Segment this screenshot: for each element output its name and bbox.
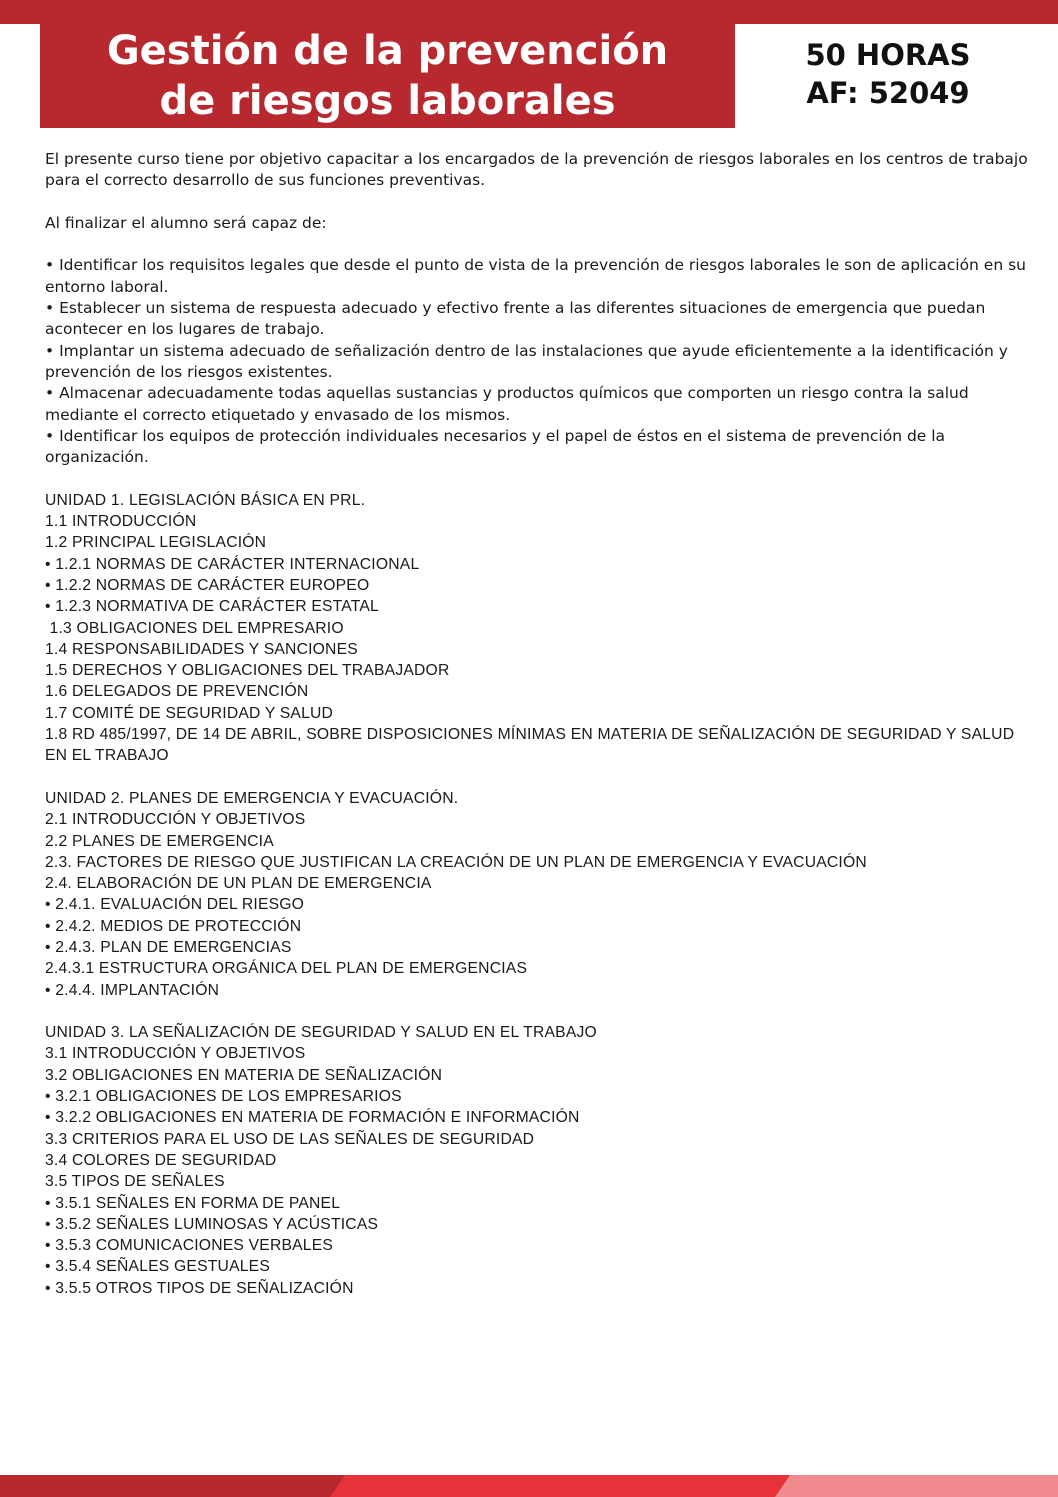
unit-2-topic: 2.4.3.1 ESTRUCTURA ORGÁNICA DEL PLAN DE EMERGENCIAS [45, 960, 528, 978]
unit-1-topic: 1.3 OBLIGACIONES DEL EMPRESARIO [45, 619, 344, 637]
unit-3-topic: • 3.5.5 OTROS TIPOS DE SEÑALIZACIÓN [45, 1279, 354, 1297]
unit-1-topic: 1.1 INTRODUCCIÓN [45, 513, 197, 531]
unit-3-topic: 3.2 OBLIGACIONES EN MATERIA DE SEÑALIZACIÓN [45, 1066, 443, 1084]
objectives-list [45, 255, 1030, 468]
unit-2-topic: 2.1 INTRODUCCIÓN Y OBJETIVOS [45, 811, 306, 829]
syllabus [45, 490, 1030, 1299]
unit-3-topic: • 3.2.2 OBLIGACIONES EN MATERIA DE FORMACIÓN E INFORMACIÓN [45, 1109, 580, 1127]
unit-1-topic: 1.7 COMITÉ DE SEGURIDAD Y SALUD [45, 704, 334, 722]
course-af-code: AF: 52049 [806, 76, 970, 110]
unit-2-heading: UNIDAD 2. PLANES DE EMERGENCIA Y EVACUACIÓN. [45, 789, 459, 807]
document-title: Gestión de la prevención de riesgos laborales [106, 28, 669, 124]
footer-bar-right-segment [775, 1475, 1058, 1497]
unit-1-block [45, 490, 1030, 767]
unit-3-block [45, 1022, 1030, 1299]
objective-item: • Implantar un sistema adecuado de señalización dentro de las instalaciones que ayude eficientemente a la identificación y prevención de los riesgos existentes. [45, 341, 1030, 384]
unit-3-topic: 3.1 INTRODUCCIÓN Y OBJETIVOS [45, 1045, 306, 1063]
unit-2-topic: • 2.4.1. EVALUACIÓN DEL RIESGO [45, 896, 305, 914]
unit-1-topic: 1.8 RD 485/1997, DE 14 DE ABRIL, SOBRE DISPOSICIONES MÍNIMAS EN MATERIA DE SEÑALIZACIÓN DE SEGURIDAD Y SALUD EN EL TRABAJO [45, 726, 1015, 765]
unit-3-topic: 3.5 TIPOS DE SEÑALES [45, 1173, 225, 1191]
footer-bar-middle-segment [330, 1475, 790, 1497]
objectives-lead: Al finalizar el alumno será capaz de: [45, 213, 327, 232]
footer-bar-graphic [0, 1475, 1058, 1497]
course-info-box [760, 36, 1016, 112]
unit-3-topic: • 3.5.1 SEÑALES EN FORMA DE PANEL [45, 1194, 341, 1212]
unit-2-block [45, 788, 1030, 1001]
unit-2-topic: 2.4. ELABORACIÓN DE UN PLAN DE EMERGENCIA [45, 875, 432, 893]
unit-1-topic: • 1.2.3 NORMATIVA DE CARÁCTER ESTATAL [45, 598, 379, 616]
unit-3-topic: • 3.5.4 SEÑALES GESTUALES [45, 1258, 270, 1276]
objective-item: • Establecer un sistema de respuesta adecuado y efectivo frente a las diferentes situaciones de emergencia que puedan acontecer en los lugares de trabajo. [45, 298, 1030, 341]
unit-1-topic: • 1.2.2 NORMAS DE CARÁCTER EUROPEO [45, 576, 370, 594]
course-hours: 50 HORAS [805, 38, 971, 72]
objective-item: • Identificar los equipos de protección individuales necesarios y el papel de éstos en el sistema de prevención de la organización. [45, 426, 1030, 469]
unit-3-topic: 3.4 COLORES DE SEGURIDAD [45, 1151, 277, 1169]
spacer [45, 767, 1030, 788]
unit-3-topic: 3.3 CRITERIOS PARA EL USO DE LAS SEÑALES DE SEGURIDAD [45, 1130, 535, 1148]
unit-2-topic: • 2.4.3. PLAN DE EMERGENCIAS [45, 938, 292, 956]
unit-2-topic: • 2.4.2. MEDIOS DE PROTECCIÓN [45, 917, 302, 935]
unit-2-topic: • 2.4.4. IMPLANTACIÓN [45, 981, 220, 999]
unit-1-topic: 1.5 DERECHOS Y OBLIGACIONES DEL TRABAJADOR [45, 662, 450, 680]
unit-2-topic: 2.2 PLANES DE EMERGENCIA [45, 832, 274, 850]
header-top-strip [0, 0, 1058, 24]
unit-1-heading: UNIDAD 1. LEGISLACIÓN BÁSICA EN PRL. [45, 491, 366, 509]
objective-item: • Identificar los requisitos legales que desde el punto de vista de la prevención de riesgos laborales le son de aplicación en su entorno laboral. [45, 255, 1030, 298]
unit-2-topic: 2.3. FACTORES DE RIESGO QUE JUSTIFICAN LA CREACIÓN DE UN PLAN DE EMERGENCIA Y EVACUACIÓN [45, 853, 867, 871]
unit-3-topic: • 3.2.1 OBLIGACIONES DE LOS EMPRESARIOS [45, 1088, 402, 1106]
unit-1-topic: • 1.2.1 NORMAS DE CARÁCTER INTERNACIONAL [45, 555, 420, 573]
intro-paragraph: El presente curso tiene por objetivo capacitar a los encargados de la prevención de riesgos laborales en los centros de trabajo para el correcto desarrollo de sus funciones preventivas. [45, 150, 1028, 190]
unit-1-topic: 1.2 PRINCIPAL LEGISLACIÓN [45, 534, 267, 552]
unit-3-topic: • 3.5.3 COMUNICACIONES VERBALES [45, 1237, 334, 1255]
title-banner [40, 24, 735, 128]
spacer [45, 1001, 1030, 1022]
document-body [45, 149, 1030, 1299]
spacer [45, 192, 1030, 213]
spacer [45, 234, 1030, 255]
objective-item: • Almacenar adecuadamente todas aquellas sustancias y productos químicos que comporten un riesgo contra la salud mediante el correcto etiquetado y envasado de los mismos. [45, 383, 1030, 426]
spacer [45, 468, 1030, 489]
unit-3-topic: • 3.5.2 SEÑALES LUMINOSAS Y ACÚSTICAS [45, 1215, 379, 1233]
unit-3-heading: UNIDAD 3. LA SEÑALIZACIÓN DE SEGURIDAD Y SALUD EN EL TRABAJO [45, 1024, 597, 1042]
footer-bar [0, 1475, 1058, 1497]
unit-1-topic: 1.4 RESPONSABILIDADES Y SANCIONES [45, 640, 358, 658]
unit-1-topic: 1.6 DELEGADOS DE PREVENCIÓN [45, 683, 309, 701]
